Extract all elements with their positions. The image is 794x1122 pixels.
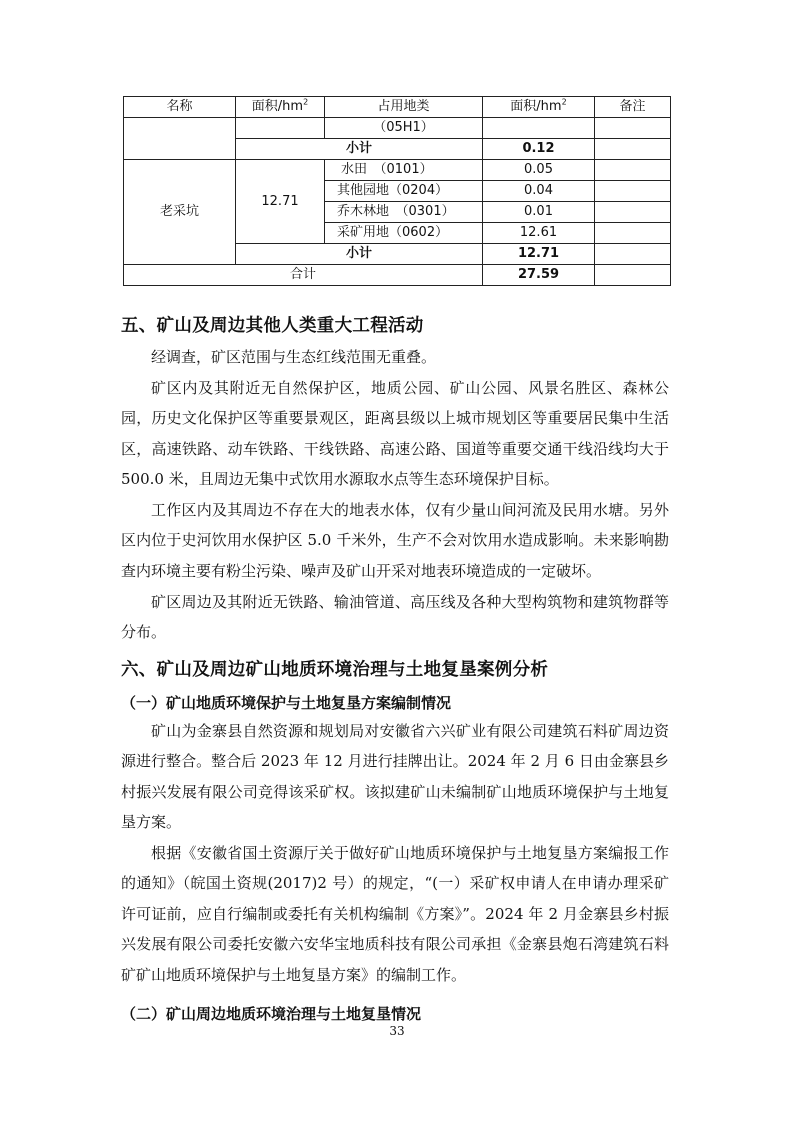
land-use-table — [123, 96, 671, 286]
land-type-cell: 乔木林地 （0301） — [325, 202, 483, 223]
paragraph: 矿区内及其附近无自然保护区，地质公园、矿山公园、风景名胜区、森林公园，历史文化保护区等重要景观区，距离县级以上城市规划区等重要居民集中生活区，高速铁路、动车铁路、干线铁路、高速公路、国道等重要交通干线沿线均大于 500.0 米，且周边无集中式饮用水源取水点等生态环境保护目标。 — [121, 379, 669, 489]
paragraph: 根据《安徽省国土资源厅关于做好矿山地质环境保护与土地复垦方案编报工作的通知》（皖国土资规(2017)2 号）的规定，“(一）采矿权申请人在申请办理采矿许可证前，应自行编制或委托有关机构编制《方案》”。2024 年 2 月金寨县乡村振兴发展有限公司委托安徽六安华宝地质科技有限公司承担《金寨县炮石湾建筑石料矿矿山地质环境保护与土地复垦方案》的编制工作。 — [121, 844, 669, 984]
total-label: 合计 — [124, 265, 483, 286]
paragraph: 矿山为金寨县自然资源和规划局对安徽省六兴矿业有限公司建筑石料矿周边资源进行整合。整合后 2023 年 12 月进行挂牌出让。2024 年 2 月 6 日由金寨县乡村振兴发展有限公司竞得该采矿权。该拟建矿山未编制矿山地质环境保护与土地复垦方案。 — [121, 722, 669, 832]
area-cell: 12.61 — [483, 223, 595, 244]
cell-empty-name — [124, 118, 236, 160]
remark-cell — [595, 223, 671, 244]
subtotal-label: 小计 — [236, 244, 483, 265]
subtotal-label: 小计 — [236, 139, 483, 160]
subsection-heading: （一）矿山地质环境保护与土地复垦方案编制情况 — [121, 694, 452, 712]
header-area-2: 面积$/hm^2$ — [483, 97, 595, 118]
section-heading: 六、矿山及周边矿山地质环境治理与土地复垦案例分析 — [121, 660, 549, 680]
cell-empty-remark — [595, 139, 671, 160]
table-header-row — [124, 97, 671, 118]
table-row — [124, 160, 671, 181]
table-row — [124, 118, 671, 139]
paragraph: 矿区周边及其附近无铁路、输油管道、高压线及各种大型构筑物和建筑物群等分布。 — [121, 593, 669, 642]
header-remark: 备注 — [595, 97, 671, 118]
subtotal-value: 12.71 — [483, 244, 595, 265]
remark-cell — [595, 265, 671, 286]
header-name: 名称 — [124, 97, 236, 118]
land-type-cell: 其他园地（0204） — [325, 181, 483, 202]
area-cell: 0.05 — [483, 160, 595, 181]
cell-empty-area — [236, 118, 325, 139]
area-cell: 0.04 — [483, 181, 595, 202]
land-type-cell: 水田 （0101） — [325, 160, 483, 181]
table-row-total — [124, 265, 671, 286]
remark-cell — [595, 160, 671, 181]
remark-cell — [595, 181, 671, 202]
area-cell: 0.01 — [483, 202, 595, 223]
old-pit-name: 老采坑 — [124, 160, 236, 265]
header-land-type: 占用地类 — [325, 97, 483, 118]
paragraph: 工作区内及其周边不存在大的地表水体，仅有少量山间河流及民用水塘。另外区内位于史河饮用水保护区 5.0 千米外，生产不会对饮用水造成影响。未来影响勘查内环境主要有粉尘污染、噪声及矿山开采对地表环境造成的一定破坏。 — [121, 501, 669, 580]
cell-land-code-continued: （05H1） — [325, 118, 483, 139]
cell-empty-remark — [595, 118, 671, 139]
land-type-cell: 采矿用地（0602） — [325, 223, 483, 244]
page-number: 33 — [389, 1024, 405, 1038]
section-heading: 五、矿山及周边其他人类重大工程活动 — [121, 316, 424, 336]
header-area: 面积$/hm^2$ — [236, 97, 325, 118]
old-pit-area: 12.71 — [236, 160, 325, 244]
subsection-heading: （二）矿山周边地质环境治理与土地复垦情况 — [121, 1005, 422, 1023]
remark-cell — [595, 202, 671, 223]
subtotal-value: 0.12 — [483, 139, 595, 160]
remark-cell — [595, 244, 671, 265]
paragraph: 经调查，矿区范围与生态红线范围无重叠。 — [151, 348, 437, 366]
cell-empty-area2 — [483, 118, 595, 139]
total-value: 27.59 — [483, 265, 595, 286]
